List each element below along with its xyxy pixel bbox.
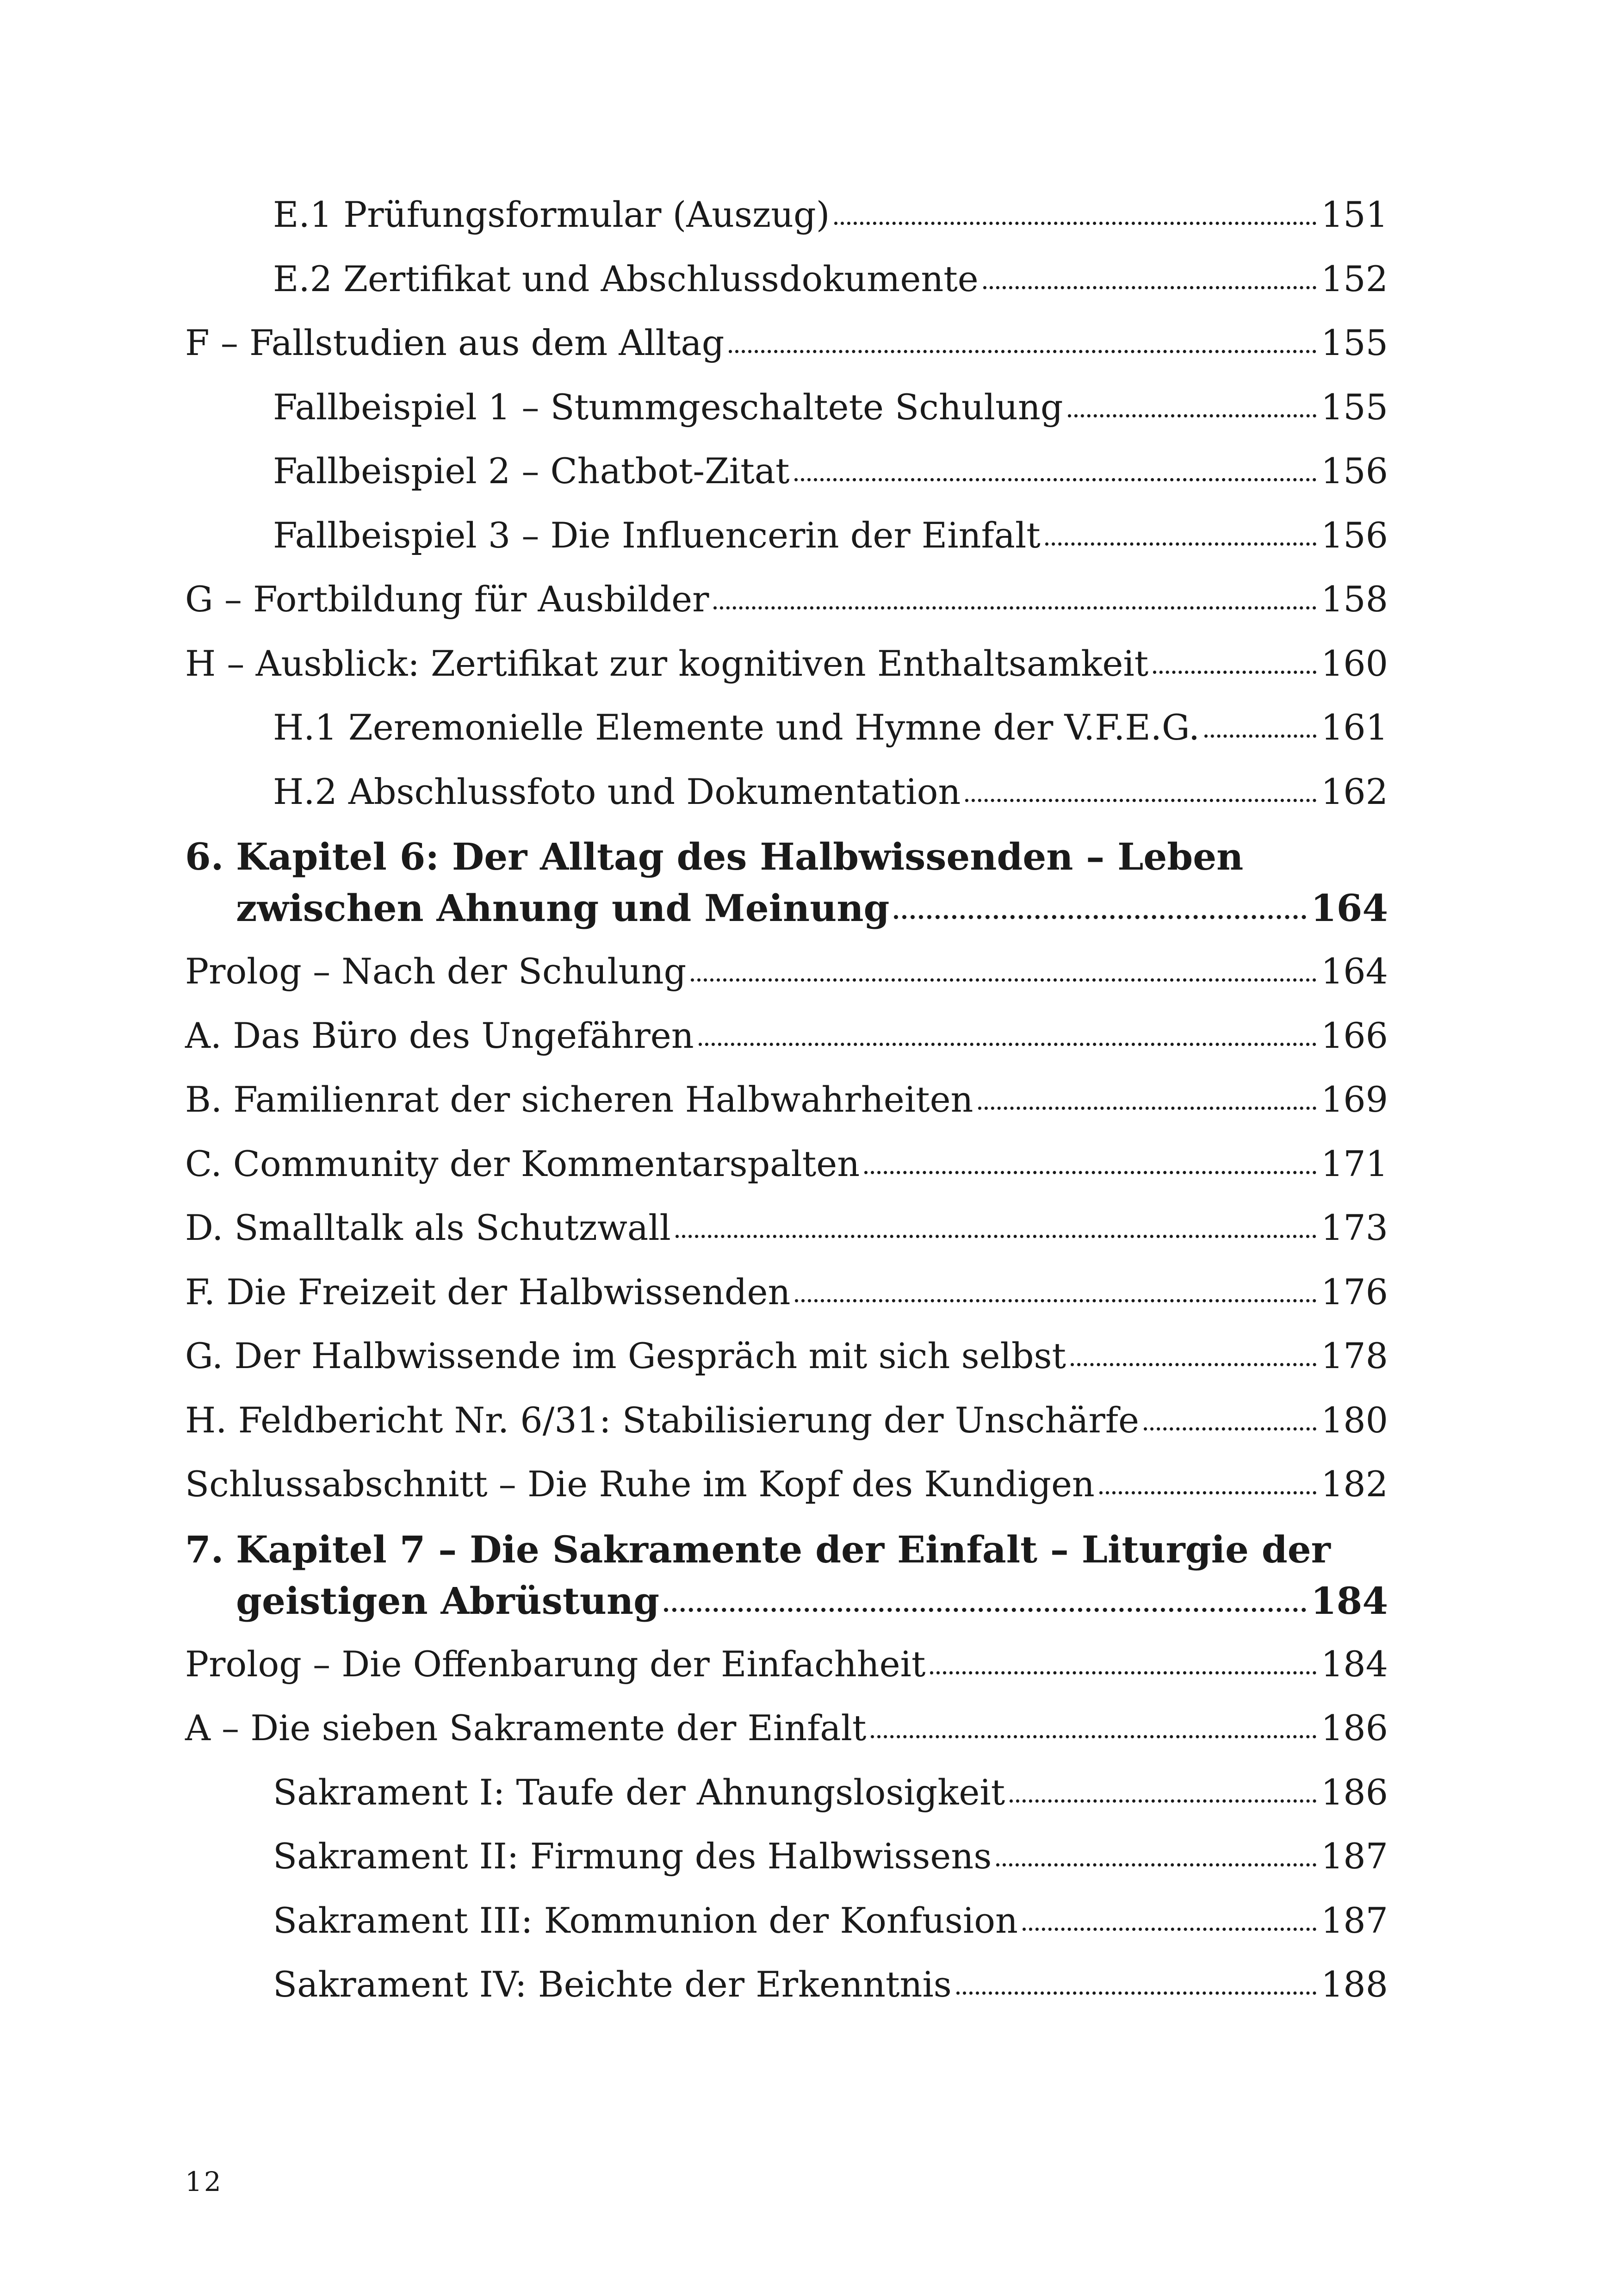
dot-leader xyxy=(729,342,1316,353)
dot-leader xyxy=(1023,1919,1316,1931)
toc-entry-page: 173 xyxy=(1320,1207,1388,1248)
dot-leader xyxy=(864,1163,1316,1174)
toc-entry-page: 186 xyxy=(1320,1771,1388,1813)
chapter-title-line-2: zwischen Ahnung und Meinung xyxy=(236,886,890,930)
dot-leader xyxy=(1153,662,1316,674)
toc-entry-title: C. Community der Kommentarspalten xyxy=(185,1143,860,1184)
toc-entry[interactable] xyxy=(185,504,1388,568)
toc-entry-title: A. Das Büro des Ungefähren xyxy=(185,1014,694,1056)
toc-entry[interactable] xyxy=(185,439,1388,504)
toc-entry-title: Schlussabschnitt – Die Ruhe im Kopf des Kundigen xyxy=(185,1463,1095,1505)
toc-entry-page: 155 xyxy=(1320,386,1388,428)
chapter-page: 164 xyxy=(1311,886,1388,930)
toc-entry[interactable] xyxy=(185,311,1388,375)
toc-entry[interactable] xyxy=(185,1196,1388,1260)
dot-leader xyxy=(1010,1791,1316,1803)
dot-leader xyxy=(795,1291,1316,1302)
dot-leader xyxy=(834,213,1316,225)
toc-entry-page: 169 xyxy=(1320,1079,1388,1120)
dot-leader xyxy=(664,1599,1306,1612)
toc-entry-title: D. Smalltalk als Schutzwall xyxy=(185,1207,671,1248)
toc-entry-title: E.1 Prüfungsformular (Auszug) xyxy=(273,194,830,235)
toc-entry-title: Prolog – Nach der Schulung xyxy=(185,951,687,992)
toc-entry-page: 155 xyxy=(1320,322,1388,363)
toc-entry-title: Sakrament II: Firmung des Halbwissens xyxy=(273,1836,992,1877)
toc-entry-title: E.2 Zertifikat und Abschlussdokumente xyxy=(273,258,979,299)
toc-entry[interactable] xyxy=(185,1889,1388,1953)
toc-entry[interactable] xyxy=(185,1761,1388,1825)
chapter-number: 6. xyxy=(185,835,224,878)
toc-chapter-heading[interactable] xyxy=(185,1517,1388,1632)
toc-entry-page: 186 xyxy=(1320,1707,1388,1748)
dot-leader xyxy=(996,1855,1316,1867)
toc-entry-page: 178 xyxy=(1320,1335,1388,1376)
toc-entry-title: B. Familienrat der sicheren Halbwahrheiten xyxy=(185,1079,973,1120)
dot-leader xyxy=(978,1098,1316,1110)
dot-leader xyxy=(871,1727,1316,1738)
toc-entry-page: 176 xyxy=(1320,1271,1388,1313)
toc-chapter-heading[interactable] xyxy=(185,824,1388,940)
toc-entry-title: A – Die sieben Sakramente der Einfalt xyxy=(185,1707,867,1748)
toc-entry[interactable] xyxy=(185,247,1388,311)
toc-entry[interactable] xyxy=(185,1824,1388,1889)
toc-entry-page: 160 xyxy=(1320,642,1388,684)
toc-entry-page: 158 xyxy=(1320,579,1388,620)
toc-entry[interactable] xyxy=(185,1324,1388,1388)
dot-leader xyxy=(713,598,1316,610)
dot-leader xyxy=(983,278,1316,289)
toc-entry[interactable] xyxy=(185,696,1388,760)
toc-entry-page: 188 xyxy=(1320,1964,1388,2005)
toc-entry-title: Sakrament IV: Beichte der Erkenntnis xyxy=(273,1964,952,2005)
chapter-title-line-1: Kapitel 6: Der Alltag des Halbwissenden – Leben xyxy=(236,835,1244,878)
toc-entry-page: 166 xyxy=(1320,1014,1388,1056)
dot-leader xyxy=(1144,1419,1316,1431)
toc-entry[interactable] xyxy=(185,1632,1388,1697)
dot-leader xyxy=(930,1663,1316,1674)
toc-entry-page: 162 xyxy=(1320,771,1388,812)
toc-entry[interactable] xyxy=(185,760,1388,824)
toc-entry-title: Sakrament III: Kommunion der Konfusion xyxy=(273,1899,1018,1941)
toc-entry[interactable] xyxy=(185,1696,1388,1761)
toc-entry-title: G – Fortbildung für Ausbilder xyxy=(185,579,709,620)
dot-leader xyxy=(894,907,1306,919)
toc-entry-title: F. Die Freizeit der Halbwissenden xyxy=(185,1271,791,1313)
dot-leader xyxy=(1099,1483,1316,1494)
toc-entry-page: 187 xyxy=(1320,1836,1388,1877)
toc-entry[interactable] xyxy=(185,1004,1388,1068)
toc-entry-page: 171 xyxy=(1320,1143,1388,1184)
chapter-title-line-2: geistigen Abrüstung xyxy=(236,1579,660,1623)
chapter-number: 7. xyxy=(185,1527,224,1571)
toc-entry-title: G. Der Halbwissende im Gespräch mit sich selbst xyxy=(185,1335,1066,1376)
chapter-page: 184 xyxy=(1311,1579,1388,1623)
dot-leader xyxy=(1071,1355,1316,1366)
dot-leader xyxy=(676,1226,1316,1238)
toc-entry-title: Fallbeispiel 3 – Die Influencerin der Einfalt xyxy=(273,514,1041,556)
dot-leader xyxy=(691,970,1316,982)
toc-entry[interactable] xyxy=(185,1068,1388,1132)
toc-entry-page: 180 xyxy=(1320,1399,1388,1441)
toc-entry-title: H – Ausblick: Zertifikat zur kognitiven Enthaltsamkeit xyxy=(185,642,1149,684)
toc-entry-page: 156 xyxy=(1320,514,1388,556)
toc-entry[interactable] xyxy=(185,567,1388,632)
toc-entry-page: 182 xyxy=(1320,1463,1388,1505)
toc-entry-page: 152 xyxy=(1320,258,1388,299)
toc-entry[interactable] xyxy=(185,1452,1388,1517)
toc-entry[interactable] xyxy=(185,375,1388,440)
toc-entry-title: Sakrament I: Taufe der Ahnungslosigkeit xyxy=(273,1771,1005,1813)
toc-entry-page: 184 xyxy=(1320,1643,1388,1685)
table-of-contents xyxy=(185,183,1388,2017)
toc-entry-title: Fallbeispiel 2 – Chatbot-Zitat xyxy=(273,450,790,492)
toc-entry[interactable] xyxy=(185,1260,1388,1325)
chapter-title-line-1: Kapitel 7 – Die Sakramente der Einfalt – Liturgie der xyxy=(236,1527,1331,1571)
toc-entry-page: 161 xyxy=(1320,707,1388,748)
dot-leader xyxy=(1204,726,1316,738)
dot-leader xyxy=(699,1034,1316,1046)
toc-entry[interactable] xyxy=(185,1388,1388,1453)
toc-entry[interactable] xyxy=(185,1953,1388,2017)
toc-entry-page: 151 xyxy=(1320,194,1388,235)
toc-entry-title: Prolog – Die Offenbarung der Einfachheit xyxy=(185,1643,926,1685)
toc-entry-page: 164 xyxy=(1320,951,1388,992)
toc-entry[interactable] xyxy=(185,632,1388,696)
toc-entry[interactable] xyxy=(185,1132,1388,1196)
toc-entry-title: H.1 Zeremonielle Elemente und Hymne der V.F.E.G. xyxy=(273,707,1200,748)
toc-entry-title: Fallbeispiel 1 – Stummgeschaltete Schulung xyxy=(273,386,1063,428)
toc-entry-title: F – Fallstudien aus dem Alltag xyxy=(185,322,725,363)
dot-leader xyxy=(965,790,1316,802)
toc-entry-page: 187 xyxy=(1320,1899,1388,1941)
dot-leader xyxy=(1045,534,1316,546)
toc-entry[interactable] xyxy=(185,940,1388,1004)
toc-entry-page: 156 xyxy=(1320,450,1388,492)
dot-leader xyxy=(1068,406,1316,417)
dot-leader xyxy=(794,470,1316,481)
toc-entry[interactable] xyxy=(185,183,1388,247)
toc-entry-title: H. Feldbericht Nr. 6/31: Stabilisierung der Unschärfe xyxy=(185,1399,1139,1441)
dot-leader xyxy=(956,1983,1316,1995)
page-number: 12 xyxy=(185,2166,223,2197)
toc-entry-title: H.2 Abschlussfoto und Dokumentation xyxy=(273,771,961,812)
